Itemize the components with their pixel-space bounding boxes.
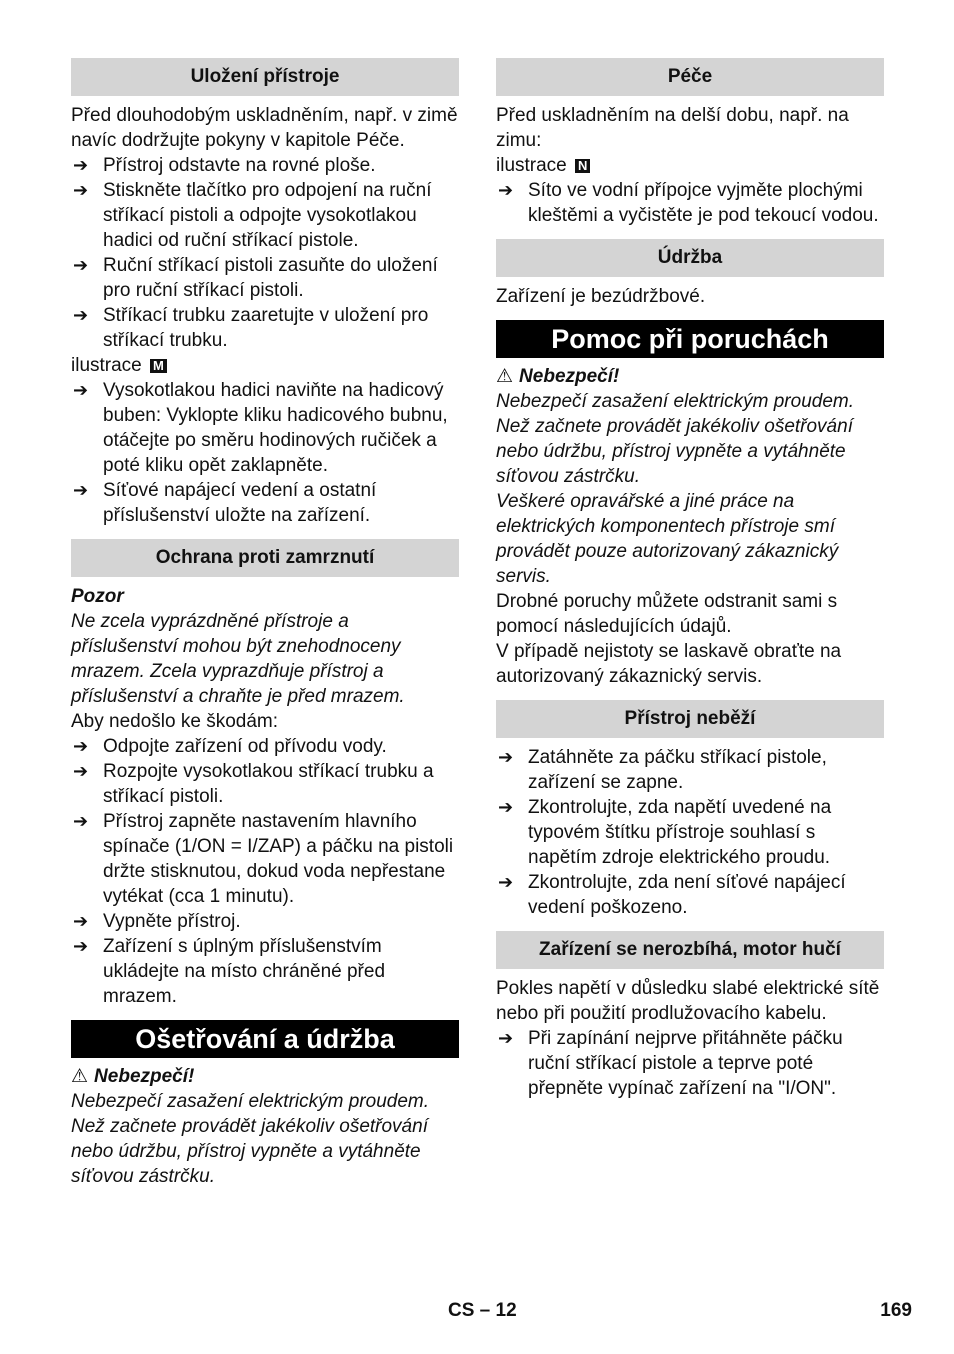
list-item: ➔ Při zapínání nejprve přitáhněte páčku ruční stříkací pistole a teprve poté přepněte vypínač zařízení na "I/ON". <box>498 1028 843 1099</box>
caution-title: Pozor <box>71 586 124 607</box>
warning-triangle-icon: ⚠ <box>496 366 514 387</box>
not-running-heading: Přístroj neběží <box>496 700 884 738</box>
not-running-steps <box>496 745 884 920</box>
frost-heading: Ochrana proti zamrznutí <box>71 539 459 577</box>
list-item: ➔ Ruční stříkací pistoli zasuňte do uložení pro ruční stříkací pistoli. <box>73 255 438 301</box>
list-item: ➔ Rozpojte vysokotlakou stříkací trubku a stříkací pistoli. <box>73 761 434 807</box>
storage-heading: Uložení přístroje <box>71 58 459 96</box>
arrow-right-icon: ➔ <box>498 872 514 892</box>
trouble-chapter <box>496 320 884 689</box>
arrow-right-icon: ➔ <box>498 1028 514 1048</box>
arrow-right-icon: ➔ <box>73 380 89 400</box>
trouble-paragraph: V případě nejistoty se laskavě obraťte na autorizovaný zákaznický servis. <box>496 641 842 687</box>
arrow-right-icon: ➔ <box>73 255 89 275</box>
care-illustration-ref: ilustrace N <box>496 153 884 178</box>
trouble-chapter-heading: Pomoc při poruchách <box>496 320 884 358</box>
list-item: ➔ Vysokotlakou hadici naviňte na hadicový buben: Vyklopte kliku hadicového bubnu, otáčejte po směru hodinových ručiček a poté kliku opět zaklapněte. <box>73 380 448 476</box>
list-item: ➔ Přístroj odstavte na rovné ploše. <box>73 155 376 176</box>
list-item: ➔ Vypněte přístroj. <box>73 911 241 932</box>
list-item: ➔ Zařízení s úplným příslušenstvím ukládejte na místo chráněné před mrazem. <box>73 936 386 1007</box>
left-column <box>71 58 459 1200</box>
maintenance-heading: Údržba <box>496 239 884 277</box>
list-item: ➔ Síťové napájecí vedení a ostatní příslušenství uložte na zařízení. <box>73 480 377 526</box>
list-item: ➔ Zkontrolujte, zda není síťové napájecí vedení poškozeno. <box>498 872 846 918</box>
page-number: 169 <box>880 1300 912 1321</box>
danger-title: ⚠ Nebezpečí! <box>71 1066 195 1087</box>
frost-steps <box>71 734 459 1009</box>
care-heading: Péče <box>496 58 884 96</box>
warning-triangle-icon: ⚠ <box>71 1066 89 1087</box>
arrow-right-icon: ➔ <box>73 761 89 781</box>
arrow-right-icon: ➔ <box>498 180 514 200</box>
storage-steps-a <box>71 153 459 353</box>
frost-section <box>71 539 459 1009</box>
arrow-right-icon: ➔ <box>73 480 89 500</box>
care-steps <box>496 178 884 228</box>
section-code: CS – 12 <box>448 1300 517 1321</box>
trouble-paragraph: Drobné poruchy můžete odstranit sami s pomocí následujících údajů. <box>496 591 838 637</box>
care-intro: Před uskladněním na delší dobu, např. na zimu: <box>496 105 849 151</box>
list-item: ➔ Síto ve vodní přípojce vyjměte plochými kleštěmi a vyčistěte je pod tekoucí vodou. <box>498 180 879 226</box>
care-section <box>496 58 884 228</box>
storage-intro: Před dlouhodobým uskladněním, např. v zimě navíc dodržujte pokyny v kapitole Péče. <box>71 105 458 151</box>
danger-title: ⚠ Nebezpečí! <box>496 366 620 387</box>
arrow-right-icon: ➔ <box>73 180 89 200</box>
right-column <box>496 58 884 1112</box>
motor-hums-steps <box>496 1026 884 1101</box>
arrow-right-icon: ➔ <box>73 155 89 175</box>
caution-text: Ne zcela vyprázdněné přístroje a příslušenství mohou být znehodnoceny mrazem. Zcela vyprazdňuje přístroj a příslušenství a chraňte je před mrazem. <box>71 611 405 707</box>
frost-lead: Aby nedošlo ke škodám: <box>71 711 279 732</box>
motor-hums-heading: Zařízení se nerozbíhá, motor hučí <box>496 931 884 969</box>
danger-text: Nebezpečí zasažení elektrickým proudem. Než začnete provádět jakékoliv ošetřování nebo údržbu, přístroj vypněte a vytáhněte síťovou zástrčku. <box>71 1091 429 1187</box>
arrow-right-icon: ➔ <box>498 747 514 767</box>
list-item: ➔ Přístroj zapněte nastavením hlavního spínače (1/ON = I/ZAP) a páčku na pistoli držte stisknutou, dokud voda nepřestane vytékat (cca 1 minutu). <box>73 811 454 907</box>
arrow-right-icon: ➔ <box>73 811 89 831</box>
motor-hums-section <box>496 931 884 1101</box>
danger-text-repair: Veškeré opravářské a jiné práce na elektrických komponentech přístroje smí provádět pouze autorizovaný zákaznický servis. <box>496 491 839 587</box>
care-chapter-heading: Ošetřování a údržba <box>71 1020 459 1058</box>
arrow-right-icon: ➔ <box>73 911 89 931</box>
list-item: ➔ Odpojte zařízení od přívodu vody. <box>73 736 387 757</box>
not-running-section <box>496 700 884 920</box>
storage-section <box>71 58 459 528</box>
arrow-right-icon: ➔ <box>73 305 89 325</box>
maintenance-text: Zařízení je bezúdržbové. <box>496 286 706 307</box>
list-item: ➔ Zkontrolujte, zda napětí uvedené na typovém štítku přístroje souhlasí s napětím zdroje elektrického proudu. <box>498 797 832 868</box>
list-item: ➔ Zatáhněte za páčku stříkací pistole, zařízení se zapne. <box>498 747 827 793</box>
illustration-badge: M <box>150 359 167 373</box>
storage-illustration-ref: ilustrace M <box>71 353 459 378</box>
maintenance-section <box>496 239 884 309</box>
list-item: ➔ Stříkací trubku zaaretujte v uložení pro stříkací trubku. <box>73 305 429 351</box>
storage-steps-b <box>71 378 459 528</box>
illustration-badge: N <box>575 159 590 173</box>
motor-hums-text: Pokles napětí v důsledku slabé elektrické sítě nebo při použití prodlužovacího kabelu. <box>496 978 880 1024</box>
list-item: ➔ Stiskněte tlačítko pro odpojení na ruční stříkací pistoli a odpojte vysokotlakou hadici od ruční stříkací pistole. <box>73 180 432 251</box>
care-chapter <box>71 1020 459 1189</box>
arrow-right-icon: ➔ <box>498 797 514 817</box>
arrow-right-icon: ➔ <box>73 736 89 756</box>
danger-text: Nebezpečí zasažení elektrickým proudem. Než začnete provádět jakékoliv ošetřování nebo údržbu, přístroj vypněte a vytáhněte síťovou zástrčku. <box>496 391 854 487</box>
arrow-right-icon: ➔ <box>73 936 89 956</box>
